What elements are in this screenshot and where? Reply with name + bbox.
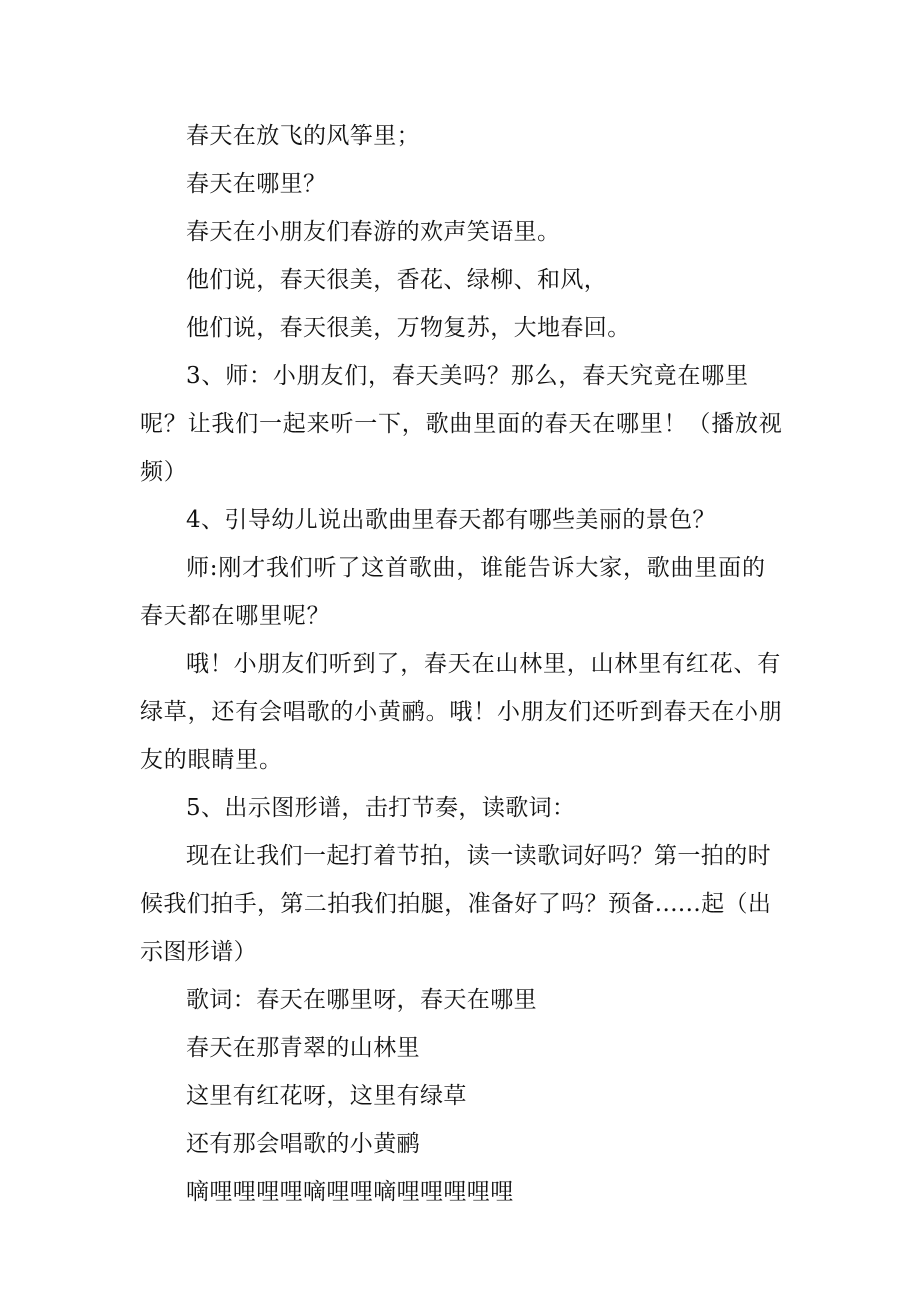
paragraph: 师:刚才我们听了这首歌曲，谁能告诉大家，歌曲里面的春天都在哪里呢？ [140,555,766,629]
lyrics-line: 这里有红花呀，这里有绿草 [186,1083,467,1109]
paragraph: 哦！小朋友们听到了，春天在山林里，山林里有红花、有绿草，还有会唱歌的小黄鹂。哦！小朋友们还听到春天在小朋友的眼睛里。 [140,651,783,773]
paragraph: 春天在放飞的风筝里； [186,123,420,149]
paragraph: 他们说，春天很美，香花、绿柳、和风， [186,267,608,293]
paragraph: 春天在小朋友们春游的欢声笑语里。 [186,219,561,245]
paragraph: 5、出示图形谱，击打节奏，读歌词： [186,795,576,821]
paragraph: 现在让我们一起打着节拍，读一读歌词好吗？第一拍的时候我们拍手，第二拍我们拍腿，准备好了吗？预备......起（出示图形谱） [140,843,772,965]
paragraph: 春天在哪里？ [186,171,327,197]
lyrics-line: 嘀哩哩哩哩嘀哩哩嘀哩哩哩哩哩 [186,1179,514,1205]
paragraph: 3、师：小朋友们，春天美吗？那么，春天究竟在哪里呢？让我们一起来听一下，歌曲里面的春天在哪里！（播放视频） [140,363,783,485]
lyrics-line: 歌词：春天在哪里呀，春天在哪里 [186,987,537,1013]
lyrics-line: 春天在那青翠的山林里 [186,1035,420,1061]
document-body [140,112,788,1216]
paragraph: 他们说，春天很美，万物复苏，大地春回。 [186,315,631,341]
paragraph: 4、引导幼儿说出歌曲里春天都有哪些美丽的景色？ [186,507,716,533]
lyrics-line: 还有那会唱歌的小黄鹂 [186,1131,420,1157]
